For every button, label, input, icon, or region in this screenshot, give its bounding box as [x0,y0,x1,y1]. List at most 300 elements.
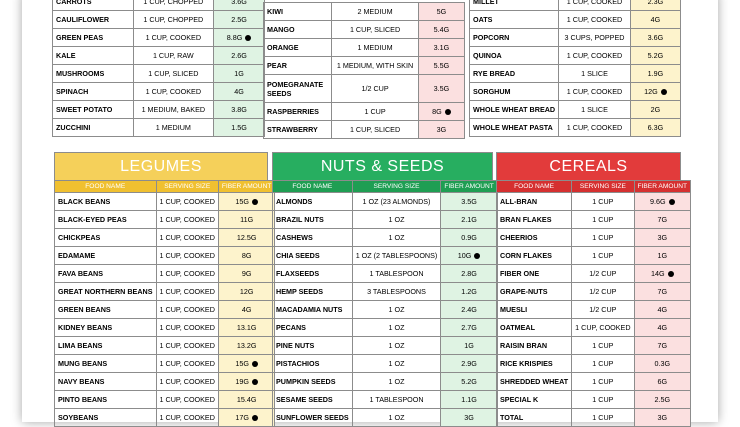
fiber-value: 5.4G [433,25,450,34]
fiber-value: 1G [234,69,244,78]
food-name-cell: FIBER ONE [497,265,572,283]
food-name-cell: ALL-BRAN [497,193,572,211]
table-row [53,0,265,11]
fiber-amount-cell [218,337,274,355]
table-row [273,211,498,229]
table-row [55,229,275,247]
fiber-value: 3.8G [231,105,247,114]
table-row [55,373,275,391]
cereals-title: CEREALS [496,152,681,180]
serving-size-cell: 1 OZ [352,319,441,337]
food-name-cell: OATMEAL [497,319,572,337]
serving-size-cell: 1 CUP, COOKED [559,83,631,101]
table-row [497,265,691,283]
table-row [497,283,691,301]
fiber-value: 3G [657,413,668,422]
fiber-value: 4G [234,87,244,96]
fiber-value: 1.2G [461,287,477,296]
table-row [273,265,498,283]
fiber-amount-cell [630,11,680,29]
food-name-cell: SUNFLOWER SEEDS [273,409,353,427]
fiber-value: 19G [235,377,249,386]
fiber-value: 13.2G [236,341,257,350]
fiber-amount-cell [634,247,690,265]
food-name-cell: TOTAL [497,409,572,427]
serving-size-cell: 1 OZ [352,409,441,427]
fiber-amount-cell [441,319,497,337]
food-name-cell: ZUCCHINI [53,119,134,137]
table-row [55,193,275,211]
fiber-value: 2.5G [654,395,671,404]
serving-size-cell: 1 CUP [572,211,634,229]
fiber-value: 8G [432,107,442,116]
table-row [55,355,275,373]
fiber-amount-cell [441,247,497,265]
fiber-value: 12.5G [236,233,257,242]
cereals-header-row [497,181,691,193]
fiber-amount-cell [418,21,464,39]
fiber-amount-cell [630,119,680,137]
food-name-cell: MUESLI [497,301,572,319]
table-row [273,373,498,391]
header-serving-size: SERVING SIZE [156,181,218,193]
table-row [273,391,498,409]
fiber-amount-cell [418,103,464,121]
fiber-amount-cell [214,47,265,65]
serving-size-cell: 3 TABLESPOONS [352,283,441,301]
serving-size-cell: 1 OZ [352,337,441,355]
fiber-amount-cell [214,29,265,47]
fiber-amount-cell [218,301,274,319]
fiber-value: 3.1G [433,43,450,52]
serving-size-cell: 1 CUP [572,337,634,355]
food-name-cell: FLAXSEEDS [273,265,353,283]
table-row [497,355,691,373]
serving-size-cell: 1 SLICE [559,65,631,83]
food-name-cell: PUMPKIN SEEDS [273,373,353,391]
serving-size-cell: 1 CUP [572,229,634,247]
serving-size-cell: 1 CUP [572,391,634,409]
table-row [55,337,275,355]
fiber-amount-cell [630,0,680,11]
table-row [470,101,681,119]
fiber-amount-cell [441,391,497,409]
food-name-cell: HEMP SEEDS [273,283,353,301]
serving-size-cell: 1 CUP, COOKED [559,47,631,65]
high-fiber-dot-icon [252,379,258,385]
fiber-value: 7G [657,287,668,296]
legumes-section [54,152,272,427]
serving-size-cell: 1 CUP, COOKED [559,119,631,137]
fiber-amount-cell [214,83,265,101]
fiber-amount-cell [630,83,680,101]
food-name-cell: RAISIN BRAN [497,337,572,355]
food-name-cell: SESAME SEEDS [273,391,353,409]
fiber-amount-cell [218,391,274,409]
serving-size-cell: 3 CUPS, POPPED [559,29,631,47]
high-fiber-dot-icon [661,89,667,95]
serving-size-cell: 2 MEDIUM [332,3,418,21]
food-name-cell: CARROTS [53,0,134,11]
fiber-value: 4G [650,15,661,24]
food-name-cell: SPECIAL K [497,391,572,409]
fiber-value: 3G [436,125,447,134]
serving-size-cell: 1 CUP, COOKED [156,211,218,229]
fiber-value: 1G [464,341,474,350]
fiber-value: 11G [240,215,254,224]
fiber-value: 8G [241,251,252,260]
table-row [53,101,265,119]
header-serving-size: SERVING SIZE [572,181,634,193]
table-row [55,211,275,229]
fiber-amount-cell [441,229,497,247]
serving-size-cell: 1/2 CUP [572,283,634,301]
table-row [497,301,691,319]
serving-size-cell: 1 CUP, COOKED [133,83,214,101]
fiber-amount-cell [634,355,690,373]
food-name-cell: WHOLE WHEAT BREAD [470,101,559,119]
fiber-value: 2.9G [461,359,477,368]
table-row [53,65,265,83]
fiber-value: 3.5G [461,197,477,206]
fiber-value: 15.4G [236,395,257,404]
serving-size-cell: 1 CUP, COOKED [156,373,218,391]
high-fiber-dot-icon [668,271,674,277]
fiber-chart-sheet [22,0,718,422]
table-row [497,229,691,247]
serving-size-cell: 1 CUP, COOKED [156,283,218,301]
fiber-amount-cell [441,337,497,355]
fiber-value: 4G [241,305,252,314]
table-row [264,21,465,39]
serving-size-cell: 1 CUP, COOKED [572,319,634,337]
table-row [55,391,275,409]
fiber-amount-cell [214,11,265,29]
high-fiber-dot-icon [252,199,258,205]
serving-size-cell: 1 TABLESPOON [352,391,441,409]
fiber-value: 2G [650,105,661,114]
table-row [470,29,681,47]
fiber-value: 3G [464,413,474,422]
food-name-cell: PINE NUTS [273,337,353,355]
serving-size-cell: 1 CUP, SLICED [332,121,418,139]
high-fiber-dot-icon [245,35,251,41]
fiber-amount-cell [214,0,265,11]
nuts-header-row [273,181,498,193]
food-name-cell: GREEN PEAS [53,29,134,47]
table-row [273,301,498,319]
serving-size-cell: 1 CUP, SLICED [133,65,214,83]
fiber-value: 15G [235,359,249,368]
high-fiber-dot-icon [445,109,451,115]
fiber-value: 2.1G [461,215,477,224]
fiber-value: 12G [239,287,254,296]
table-row [264,57,465,75]
food-name-cell: RYE BREAD [470,65,559,83]
fiber-value: 2.7G [461,323,477,332]
fiber-value: 1G [657,251,668,260]
food-name-cell: SORGHUM [470,83,559,101]
food-name-cell: OATS [470,11,559,29]
table-row [264,39,465,57]
table-row [264,75,465,103]
fiber-amount-cell [634,283,690,301]
food-name-cell: BLACK BEANS [55,193,157,211]
header-fiber-amount: FIBER AMOUNT [441,181,497,193]
serving-size-cell: 1 OZ [352,301,441,319]
fiber-amount-cell [441,355,497,373]
table-row [55,247,275,265]
fiber-amount-cell [634,337,690,355]
serving-size-cell: 1 MEDIUM, BAKED [133,101,214,119]
table-row [53,119,265,137]
food-name-cell: SOYBEANS [55,409,157,427]
food-name-cell: CHIA SEEDS [273,247,353,265]
serving-size-cell: 1 CUP, COOKED [156,247,218,265]
fiber-amount-cell [218,409,274,427]
fiber-amount-cell [214,65,265,83]
serving-size-cell: 1 SLICE [559,101,631,119]
table-row [273,229,498,247]
serving-size-cell: 1/2 CUP [332,75,418,103]
header-serving-size: SERVING SIZE [352,181,441,193]
table-row [264,103,465,121]
fiber-value: 2.4G [461,305,477,314]
fiber-value: 1.5G [231,123,247,132]
header-fiber-amount: FIBER AMOUNT [634,181,690,193]
table-row [470,47,681,65]
vegetables-table [52,0,265,137]
table-row [273,409,498,427]
table-row [55,283,275,301]
fiber-value: 9G [241,269,252,278]
serving-size-cell: 1 OZ [352,355,441,373]
food-name-cell: ALMONDS [273,193,353,211]
fiber-amount-cell [218,193,274,211]
table-row [470,83,681,101]
fiber-amount-cell [634,391,690,409]
serving-size-cell: 1 CUP, COOKED [156,301,218,319]
fiber-value: 5G [436,7,447,16]
table-row [53,11,265,29]
fiber-amount-cell [418,3,464,21]
fiber-amount-cell [418,57,464,75]
fiber-amount-cell [218,373,274,391]
food-name-cell: QUINOA [470,47,559,65]
fiber-amount-cell [630,47,680,65]
food-name-cell: BLACK-EYED PEAS [55,211,157,229]
serving-size-cell: 1 CUP [572,247,634,265]
fiber-amount-cell [418,39,464,57]
fiber-value: 3.5G [433,84,450,93]
food-name-cell: KIWI [264,3,332,21]
header-food-name: FOOD NAME [273,181,353,193]
food-name-cell: CASHEWS [273,229,353,247]
serving-size-cell: 1/2 CUP [572,265,634,283]
food-name-cell: NAVY BEANS [55,373,157,391]
fiber-amount-cell [418,75,464,103]
food-name-cell: MILLET [470,0,559,11]
fiber-value: 8.8G [226,33,243,42]
food-name-cell: CAULIFLOWER [53,11,134,29]
fiber-value: 5.2G [647,51,664,60]
serving-size-cell: 1/2 CUP [572,301,634,319]
serving-size-cell: 1 CUP [572,355,634,373]
fiber-amount-cell [630,65,680,83]
serving-size-cell: 1 CUP, RAW [133,47,214,65]
fiber-amount-cell [418,121,464,139]
fiber-amount-cell [214,101,265,119]
header-food-name: FOOD NAME [55,181,157,193]
fiber-amount-cell [214,119,265,137]
serving-size-cell: 1 CUP [572,409,634,427]
fiber-amount-cell [441,301,497,319]
fiber-value: 3.6G [647,33,664,42]
table-row [273,283,498,301]
food-name-cell: KIDNEY BEANS [55,319,157,337]
serving-size-cell: 1 CUP, COOKED [156,193,218,211]
fiber-value: 13.1G [236,323,257,332]
fiber-amount-cell [634,229,690,247]
fiber-value: 1.1G [461,395,477,404]
food-name-cell: BRAZIL NUTS [273,211,353,229]
table-row [470,65,681,83]
serving-size-cell: 1 OZ (23 ALMONDS) [352,193,441,211]
fiber-value: 7G [657,341,668,350]
food-name-cell: CHEERIOS [497,229,572,247]
fiber-amount-cell [634,319,690,337]
fiber-amount-cell [634,409,690,427]
serving-size-cell: 1 CUP, COOKED [133,29,214,47]
food-name-cell: MUSHROOMS [53,65,134,83]
serving-size-cell: 1 CUP, COOKED [156,355,218,373]
serving-size-cell: 1 CUP, COOKED [156,391,218,409]
serving-size-cell: 1 CUP, COOKED [559,11,631,29]
food-name-cell: MACADAMIA NUTS [273,301,353,319]
fiber-value: 14G [650,269,665,278]
food-name-cell: POPCORN [470,29,559,47]
food-name-cell: RICE KRISPIES [497,355,572,373]
serving-size-cell: 1 CUP, CHOPPED [133,11,214,29]
serving-size-cell: 1 CUP, CHOPPED [133,0,214,11]
fiber-value: 5.5G [433,61,450,70]
table-row [53,83,265,101]
fiber-value: 7G [657,215,668,224]
fiber-value: 10G [457,251,472,260]
table-row [497,409,691,427]
fiber-amount-cell [441,193,497,211]
food-name-cell: POMEGRANATE SEEDS [264,75,332,103]
serving-size-cell: 1 OZ [352,373,441,391]
fiber-value: 2.3G [647,0,664,6]
fiber-value: 3.6G [231,0,247,6]
fiber-amount-cell [634,373,690,391]
nuts-seeds-section [272,152,493,427]
fiber-amount-cell [218,211,274,229]
fiber-value: 2.5G [231,15,247,24]
table-row [470,119,681,137]
header-fiber-amount: FIBER AMOUNT [218,181,274,193]
food-name-cell: PECANS [273,319,353,337]
serving-size-cell: 1 CUP, COOKED [559,0,631,11]
table-row [55,301,275,319]
fiber-amount-cell [634,211,690,229]
fiber-amount-cell [218,319,274,337]
serving-size-cell: 1 CUP, COOKED [156,409,218,427]
fiber-amount-cell [441,283,497,301]
fiber-amount-cell [630,29,680,47]
fiber-amount-cell [218,229,274,247]
fiber-amount-cell [441,409,497,427]
fiber-amount-cell [218,247,274,265]
serving-size-cell: 1 CUP, COOKED [156,265,218,283]
table-row [470,0,681,11]
food-name-cell: CORN FLAKES [497,247,572,265]
food-name-cell: PISTACHIOS [273,355,353,373]
food-name-cell: GREEN BEANS [55,301,157,319]
food-name-cell: BRAN FLAKES [497,211,572,229]
serving-size-cell: 1 OZ [352,229,441,247]
food-name-cell: SWEET POTATO [53,101,134,119]
fiber-amount-cell [441,211,497,229]
fiber-value: 0.3G [654,359,671,368]
food-name-cell: MUNG BEANS [55,355,157,373]
fruits-table [263,2,465,139]
table-row [497,247,691,265]
nuts-seeds-title: NUTS & SEEDS [272,152,493,180]
food-name-cell: MANGO [264,21,332,39]
fiber-amount-cell [634,265,690,283]
food-name-cell: SHREDDED WHEAT [497,373,572,391]
fiber-value: 3G [657,233,668,242]
table-row [53,29,265,47]
serving-size-cell: 1 CUP, COOKED [156,319,218,337]
table-row [55,319,275,337]
fiber-amount-cell [218,283,274,301]
fiber-value: 6.3G [647,123,664,132]
fiber-value: 5.2G [461,377,477,386]
serving-size-cell: 1 CUP [332,103,418,121]
food-name-cell: RASPBERRIES [264,103,332,121]
table-row [273,319,498,337]
serving-size-cell: 1 CUP [572,193,634,211]
table-row [273,193,498,211]
food-name-cell: KALE [53,47,134,65]
fiber-value: 1.9G [647,69,664,78]
table-row [264,3,465,21]
food-name-cell: WHOLE WHEAT PASTA [470,119,559,137]
food-name-cell: PINTO BEANS [55,391,157,409]
high-fiber-dot-icon [252,361,258,367]
fiber-value: 12G [644,87,658,96]
food-name-cell: LIMA BEANS [55,337,157,355]
food-name-cell: GREAT NORTHERN BEANS [55,283,157,301]
fiber-value: 15G [235,197,249,206]
food-name-cell: SPINACH [53,83,134,101]
high-fiber-dot-icon [474,253,480,259]
serving-size-cell: 1 OZ (2 TABLESPOONS) [352,247,441,265]
cereals-section [496,152,688,427]
serving-size-cell: 1 CUP [572,373,634,391]
food-name-cell: ORANGE [264,39,332,57]
table-row [497,337,691,355]
high-fiber-dot-icon [252,415,258,421]
table-row [470,11,681,29]
fiber-value: 17G [235,413,249,422]
table-row [264,121,465,139]
serving-size-cell: 1 CUP, COOKED [156,337,218,355]
serving-size-cell: 1 OZ [352,211,441,229]
